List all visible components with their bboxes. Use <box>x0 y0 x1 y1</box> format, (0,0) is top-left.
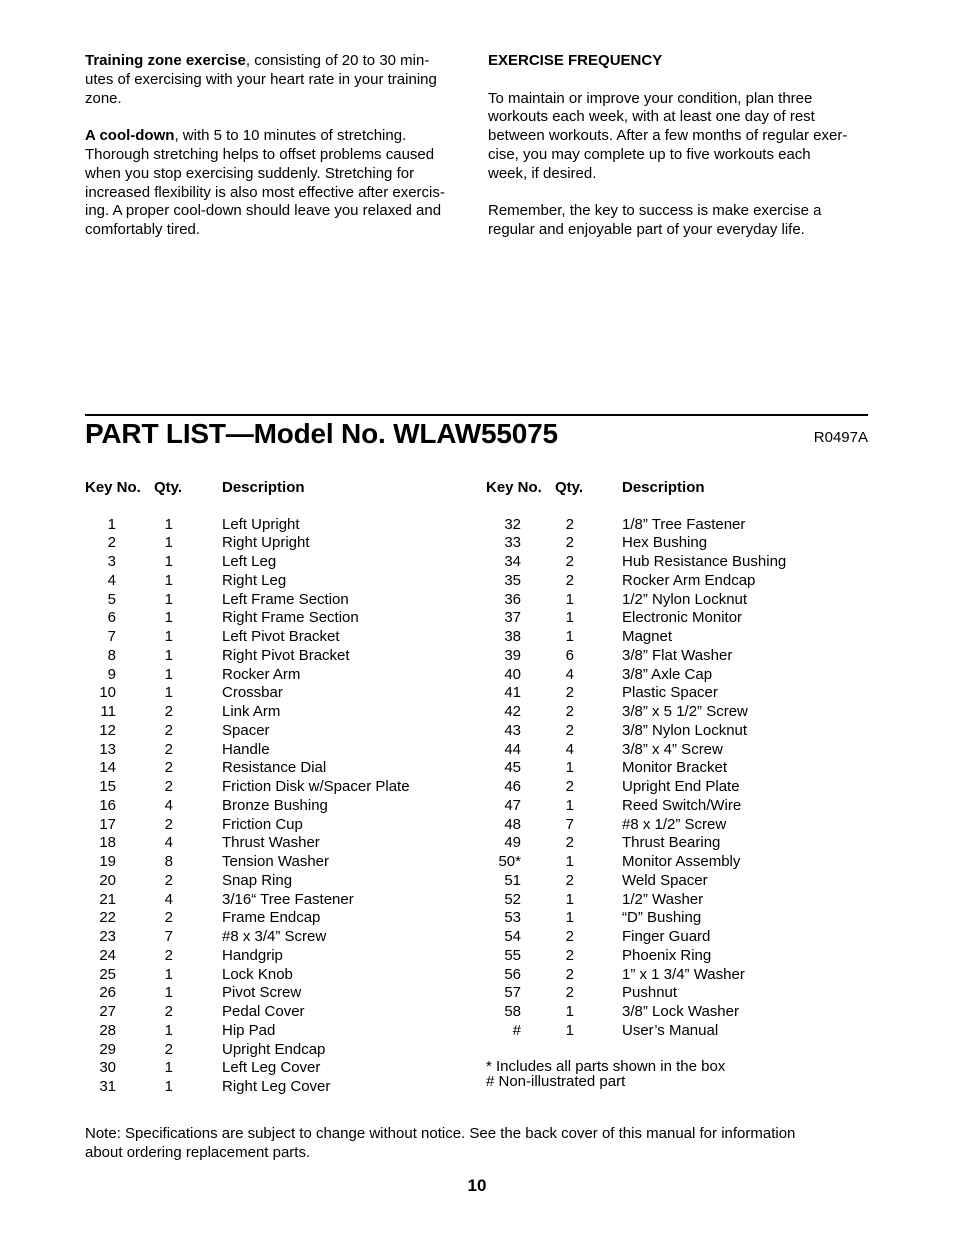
description-cell: Handle <box>222 740 270 758</box>
qty-cell: 2 <box>565 534 574 552</box>
description-cell: Left Pivot Bracket <box>222 628 340 645</box>
description-cell: 3/8” Axle Cap <box>622 665 713 683</box>
qty-cell: 4 <box>565 740 574 758</box>
text-line: Remember, the key to success is make exercise a <box>488 202 822 220</box>
key-no-cell: 56 <box>504 965 521 983</box>
qty-cell: 2 <box>164 909 173 927</box>
key-no-cell: 24 <box>99 946 116 964</box>
key-no-cell: 22 <box>99 909 116 927</box>
qty-cell: 7 <box>164 928 173 945</box>
key-no-cell: 40 <box>504 665 521 683</box>
qty-cell: 2 <box>164 703 173 720</box>
document-code: R0497A <box>813 429 868 446</box>
description-cell: Right Leg Cover <box>222 1078 331 1095</box>
key-no-cell: 52 <box>504 890 521 908</box>
qty-header: Qty. <box>154 479 183 496</box>
key-no-cell: 57 <box>504 984 521 1002</box>
reminder-paragraph <box>488 202 873 240</box>
key-no-cell: 38 <box>504 628 521 645</box>
training-zone-paragraph <box>85 52 465 108</box>
qty-cell: 7 <box>565 815 574 833</box>
description-cell: Spacer <box>222 721 270 739</box>
qty-cell: 2 <box>565 871 574 889</box>
description-cell: Monitor Bracket <box>622 759 728 777</box>
key-no-cell: 31 <box>99 1078 116 1095</box>
text-line: comfortably tired. <box>85 221 201 239</box>
text-line: about ordering replacement parts. <box>85 1143 311 1161</box>
qty-cell: 1 <box>565 1003 574 1020</box>
qty-cell: 1 <box>164 590 173 608</box>
text-line: utes of exercising with your heart rate in your training <box>85 70 437 88</box>
text-line: increased flexibility is also most effective after exercis- <box>85 183 445 201</box>
key-no-cell: 1 <box>107 515 116 533</box>
description-cell: Pedal Cover <box>222 1003 305 1020</box>
description-cell: Right Upright <box>222 534 310 552</box>
description-cell: Thrust Washer <box>222 834 320 852</box>
intro-left-column <box>85 52 465 259</box>
qty-cell: 2 <box>164 871 173 889</box>
key-no-cell: 54 <box>504 928 521 945</box>
description-cell: Friction Cup <box>222 815 303 833</box>
qty-cell: 2 <box>565 778 574 795</box>
description-cell: 3/8” x 4” Screw <box>622 740 723 758</box>
description-header: Description <box>222 479 305 496</box>
key-no-cell: 12 <box>99 721 116 739</box>
key-no-cell: 16 <box>99 796 116 814</box>
footnotes <box>486 1059 725 1089</box>
key-no-cell: 33 <box>504 534 521 552</box>
text-line: , consisting of 20 to 30 min- <box>245 52 430 69</box>
key-no-cell: 37 <box>504 609 521 627</box>
key-no-cell: 2 <box>107 534 116 552</box>
qty-cell: 1 <box>164 646 173 664</box>
qty-cell: 1 <box>164 1078 173 1095</box>
page-number: 10 <box>467 1176 487 1195</box>
key-no-cell: 28 <box>99 1021 116 1039</box>
section-divider <box>85 414 868 416</box>
key-no-cell: 51 <box>504 871 521 889</box>
description-cell: Right Leg <box>222 571 287 589</box>
description-cell: Link Arm <box>222 703 281 720</box>
description-cell: Left Leg Cover <box>222 1059 321 1077</box>
qty-cell: 1 <box>164 1059 173 1077</box>
qty-cell: 1 <box>565 853 574 870</box>
key-no-cell: 20 <box>99 871 116 889</box>
key-no-header: Key No. <box>85 479 141 496</box>
qty-cell: 6 <box>565 646 574 664</box>
part-list-title: PART LIST—Model No. WLAW55075 <box>85 418 558 449</box>
description-cell: 3/16“ Tree Fastener <box>222 890 354 908</box>
qty-cell: 1 <box>164 628 173 645</box>
key-no-cell: 43 <box>504 721 521 739</box>
qty-cell: 1 <box>164 571 173 589</box>
text-line: between workouts. After a few months of regular exer- <box>488 127 848 145</box>
qty-cell: 2 <box>565 553 574 570</box>
qty-cell: 2 <box>164 721 173 739</box>
key-no-cell: 42 <box>504 703 521 720</box>
description-cell: Monitor Assembly <box>622 853 741 870</box>
key-no-cell: 55 <box>504 946 521 964</box>
description-cell: 1/2” Washer <box>622 890 704 908</box>
text-line: cise, you may complete up to five workouts each <box>488 145 811 163</box>
description-cell: Rocker Arm Endcap <box>622 571 756 589</box>
description-cell: Pushnut <box>622 984 678 1002</box>
qty-cell: 2 <box>164 740 173 758</box>
key-no-header: Key No. <box>486 479 542 496</box>
intro-right-column <box>488 52 873 259</box>
description-cell: 1/8” Tree Fastener <box>622 515 746 533</box>
key-no-cell: 5 <box>107 590 116 608</box>
qty-cell: 2 <box>164 1003 173 1020</box>
key-no-cell: 26 <box>99 984 116 1002</box>
text-line: workouts each week, with at least one day of rest <box>488 108 815 126</box>
text-line: Thorough stretching helps to offset problems caused <box>85 145 435 163</box>
qty-cell: 2 <box>565 571 574 589</box>
key-no-cell: 15 <box>99 778 116 795</box>
cool-down-paragraph <box>85 127 465 240</box>
description-cell: Frame Endcap <box>222 909 321 927</box>
description-cell: #8 x 3/4” Screw <box>222 928 327 945</box>
cool-down-term: A cool-down <box>85 127 175 145</box>
qty-cell: 1 <box>565 759 574 777</box>
text-line: Note: Specifications are subject to change without notice. See the back cover of this manual for information <box>85 1125 796 1142</box>
description-cell: Left Frame Section <box>222 590 349 608</box>
key-no-cell: 30 <box>99 1059 116 1077</box>
qty-cell: 2 <box>164 946 173 964</box>
qty-cell: 2 <box>565 984 574 1002</box>
description-cell: Hub Resistance Bushing <box>622 553 787 570</box>
description-cell: Upright End Plate <box>622 778 740 795</box>
key-no-cell: 39 <box>504 646 521 664</box>
qty-cell: 1 <box>565 890 574 908</box>
key-no-cell: 50* <box>498 853 521 870</box>
key-no-cell: 23 <box>99 928 116 945</box>
qty-cell: 4 <box>164 796 173 814</box>
qty-cell: 2 <box>565 703 574 720</box>
description-cell: 3/8” Nylon Locknut <box>622 721 748 739</box>
qty-cell: 2 <box>565 721 574 739</box>
key-no-cell: 58 <box>504 1003 521 1020</box>
description-cell: Right Pivot Bracket <box>222 646 350 664</box>
description-cell: Resistance Dial <box>222 759 327 777</box>
text-line: regular and enjoyable part of your everyday life. <box>488 221 805 239</box>
qty-cell: 1 <box>164 1021 173 1039</box>
qty-cell: 2 <box>565 928 574 945</box>
description-cell: Left Leg <box>222 553 277 570</box>
key-no-cell: 35 <box>504 571 521 589</box>
qty-cell: 1 <box>565 609 574 627</box>
description-cell: 1” x 1 3/4” Washer <box>622 965 745 983</box>
qty-cell: 2 <box>565 684 574 702</box>
description-cell: Friction Disk w/Spacer Plate <box>222 778 410 795</box>
key-no-cell: 19 <box>99 853 116 870</box>
key-no-cell: 48 <box>504 815 521 833</box>
qty-cell: 1 <box>164 684 173 702</box>
qty-cell: 8 <box>164 853 173 870</box>
description-cell: 3/8” x 5 1/2” Screw <box>622 703 748 720</box>
key-no-cell: 32 <box>504 515 521 533</box>
key-no-cell: 6 <box>107 609 116 627</box>
qty-cell: 1 <box>565 628 574 645</box>
key-no-cell: 10 <box>99 684 116 702</box>
description-cell: Rocker Arm <box>222 665 301 683</box>
description-cell: Hex Bushing <box>622 534 708 552</box>
key-no-cell: 25 <box>99 965 116 983</box>
qty-cell: 1 <box>164 665 173 683</box>
qty-cell: 1 <box>164 534 173 552</box>
description-cell: 1/2” Nylon Locknut <box>622 590 748 608</box>
footnote-non-illustrated: # Non-illustrated part <box>486 1073 626 1090</box>
key-no-cell: # <box>512 1021 521 1039</box>
key-no-cell: 17 <box>99 815 116 833</box>
description-cell: Upright Endcap <box>222 1040 326 1058</box>
description-cell: Handgrip <box>222 946 283 964</box>
exercise-frequency-heading: EXERCISE FREQUENCY <box>488 52 663 69</box>
key-no-cell: 49 <box>504 834 521 852</box>
qty-cell: 4 <box>565 665 574 683</box>
text-line: when you stop exercising suddenly. Stretching for <box>85 164 415 182</box>
key-no-cell: 53 <box>504 909 521 927</box>
qty-cell: 2 <box>565 946 574 964</box>
key-no-cell: 34 <box>504 553 521 570</box>
text-line: zone. <box>85 89 122 107</box>
text-line: To maintain or improve your condition, plan three <box>488 89 813 107</box>
key-no-cell: 4 <box>107 571 116 589</box>
description-cell: Reed Switch/Wire <box>622 796 742 814</box>
text-line: , with 5 to 10 minutes of stretching. <box>174 127 407 145</box>
description-cell: Left Upright <box>222 515 300 533</box>
description-cell: Right Frame Section <box>222 609 359 627</box>
description-cell: Weld Spacer <box>622 871 708 889</box>
description-cell: Bronze Bushing <box>222 796 328 814</box>
key-no-cell: 11 <box>100 703 116 720</box>
description-cell: Crossbar <box>222 684 283 702</box>
key-no-cell: 14 <box>99 759 116 777</box>
description-cell: Hip Pad <box>222 1021 276 1039</box>
key-no-cell: 3 <box>107 553 116 570</box>
training-zone-term: Training zone exercise <box>85 52 246 69</box>
qty-header: Qty. <box>555 479 584 496</box>
qty-cell: 1 <box>565 1021 574 1039</box>
qty-cell: 2 <box>164 1040 173 1058</box>
key-no-cell: 21 <box>99 890 116 908</box>
description-cell: Electronic Monitor <box>622 609 743 627</box>
description-cell: 3/8” Flat Washer <box>622 646 733 664</box>
description-cell: Snap Ring <box>222 871 293 889</box>
description-cell: Finger Guard <box>622 928 711 945</box>
specifications-note <box>85 1125 875 1163</box>
key-no-cell: 47 <box>504 796 521 814</box>
qty-cell: 1 <box>164 984 173 1002</box>
frequency-paragraph <box>488 90 873 184</box>
key-no-cell: 29 <box>99 1040 116 1058</box>
qty-cell: 1 <box>164 609 173 627</box>
description-cell: Phoenix Ring <box>622 946 712 964</box>
qty-cell: 2 <box>164 778 173 795</box>
description-cell: Plastic Spacer <box>622 684 718 702</box>
key-no-cell: 13 <box>99 740 116 758</box>
qty-cell: 2 <box>565 834 574 852</box>
text-line: week, if desired. <box>488 164 597 182</box>
qty-cell: 2 <box>565 515 574 533</box>
description-cell: #8 x 1/2” Screw <box>622 815 727 833</box>
qty-cell: 1 <box>565 909 574 927</box>
qty-cell: 2 <box>565 965 574 983</box>
description-cell: 3/8” Lock Washer <box>622 1003 739 1020</box>
description-cell: Magnet <box>622 628 673 645</box>
key-no-cell: 45 <box>504 759 521 777</box>
qty-cell: 1 <box>164 553 173 570</box>
description-header: Description <box>622 479 705 496</box>
key-no-cell: 44 <box>504 740 521 758</box>
qty-cell: 4 <box>164 890 173 908</box>
qty-cell: 2 <box>164 759 173 777</box>
description-cell: “D” Bushing <box>622 909 702 927</box>
footnote-included: * Includes all parts shown in the box <box>486 1058 726 1075</box>
key-no-cell: 9 <box>107 665 116 683</box>
qty-cell: 1 <box>164 965 173 983</box>
qty-cell: 1 <box>565 796 574 814</box>
description-cell: Lock Knob <box>222 965 293 983</box>
key-no-cell: 7 <box>107 628 116 645</box>
qty-cell: 2 <box>164 815 173 833</box>
key-no-cell: 46 <box>504 778 521 795</box>
description-cell: Thrust Bearing <box>622 834 721 852</box>
key-no-cell: 27 <box>99 1003 116 1020</box>
qty-cell: 1 <box>565 590 574 608</box>
text-line: ing. A proper cool-down should leave you relaxed and <box>85 202 442 220</box>
description-cell: Tension Washer <box>222 853 329 870</box>
key-no-cell: 8 <box>107 646 116 664</box>
key-no-cell: 36 <box>504 590 521 608</box>
description-cell: User’s Manual <box>622 1021 719 1039</box>
qty-cell: 1 <box>164 515 173 533</box>
key-no-cell: 41 <box>504 684 521 702</box>
key-no-cell: 18 <box>99 834 116 852</box>
description-cell: Pivot Screw <box>222 984 302 1002</box>
qty-cell: 4 <box>164 834 173 852</box>
